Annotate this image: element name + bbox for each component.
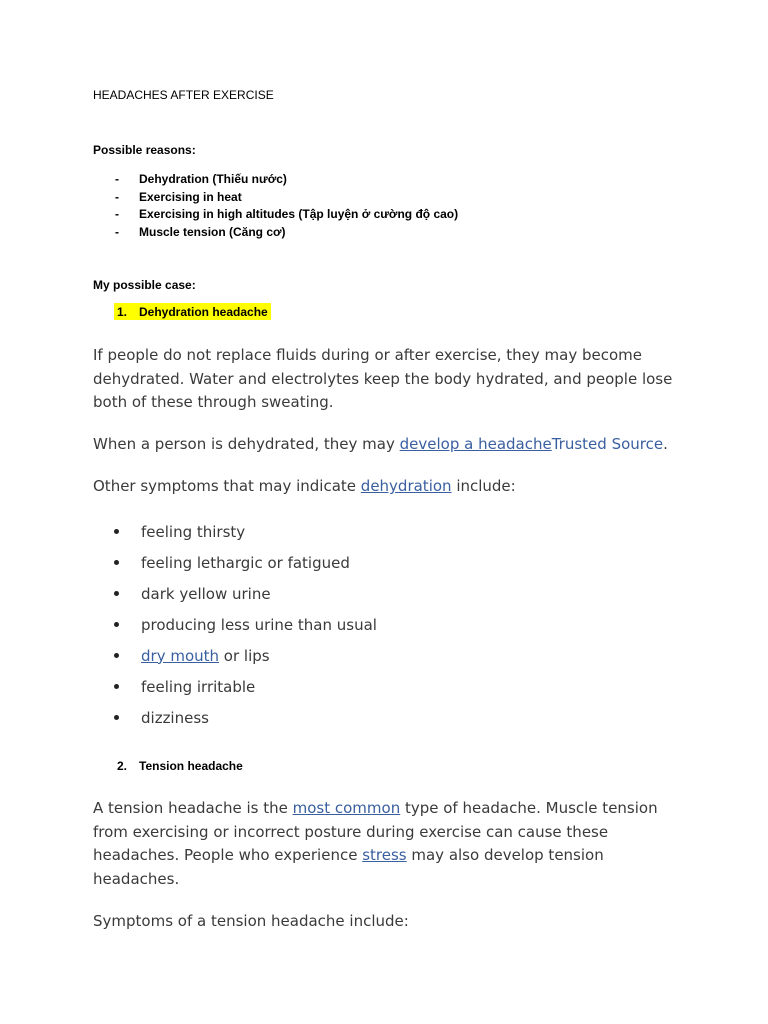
develop-headache-link[interactable]: develop a headache: [399, 435, 552, 453]
list-item: [112, 640, 377, 671]
case-item-1: [117, 305, 268, 319]
paragraph-dehydration: If people do not replace fluids during or after exercise, they may become dehydrated. Water and electrolytes keep the body hydrated, and people lose both of these through sweating.: [93, 346, 673, 411]
most-common-link[interactable]: most common: [292, 799, 401, 817]
case-heading: My possible case:: [93, 278, 196, 292]
bullet-icon: [114, 622, 119, 627]
list-item: [112, 578, 377, 609]
paragraph-other-symptoms: [93, 475, 693, 499]
dehydration-link[interactable]: dehydration: [360, 477, 452, 495]
paragraph-develop-headache: [93, 433, 693, 457]
reasons-list: [93, 170, 458, 241]
document-title: HEADACHES AFTER EXERCISE: [93, 88, 274, 102]
stress-link[interactable]: stress: [362, 846, 407, 864]
case-label: Tension headache: [139, 759, 243, 773]
symptom-text: dark yellow urine: [141, 584, 271, 603]
dash-marker: -: [115, 171, 119, 186]
list-number: 1.: [117, 305, 128, 319]
dash-marker: -: [115, 224, 119, 239]
paragraph-tension: [93, 797, 693, 891]
list-item: [112, 671, 377, 702]
symptom-text: feeling thirsty: [141, 522, 246, 541]
list-item: [112, 516, 377, 547]
symptom-text: feeling irritable: [141, 677, 256, 696]
case-item-2: [117, 759, 243, 773]
list-item: [112, 702, 377, 733]
list-number: 2.: [117, 759, 128, 773]
text-segment: .: [663, 435, 668, 453]
list-item: [112, 609, 377, 640]
symptom-text: producing less urine than usual: [141, 615, 377, 634]
symptoms-list: [112, 516, 377, 733]
text-segment: may also develop tension headaches.: [93, 846, 604, 888]
reason-text: Exercising in heat: [139, 189, 242, 204]
list-item: [93, 188, 458, 206]
list-item: [93, 170, 458, 188]
reason-text: Exercising in high altitudes (Tập luyện ở cường độ cao): [139, 207, 459, 222]
list-item: [112, 547, 377, 578]
bullet-icon: [114, 684, 119, 689]
case-label: Dehydration headache: [139, 305, 268, 319]
symptom-text: feeling lethargic or fatigued: [141, 553, 350, 572]
bullet-icon: [114, 653, 119, 658]
text-segment: type of headache. Muscle tension from exercising or incorrect posture during exercise can cause these headaches. People who experience: [93, 799, 658, 864]
bullet-icon: [114, 529, 119, 534]
symptom-text: or lips: [219, 646, 270, 665]
reason-text: Dehydration (Thiếu nước): [139, 171, 287, 186]
reasons-heading: Possible reasons:: [93, 143, 196, 157]
trusted-source-link[interactable]: Trusted Source: [551, 435, 664, 453]
text-segment: A tension headache is the: [93, 799, 293, 817]
list-item: [93, 205, 458, 223]
list-item: [93, 223, 458, 241]
bullet-icon: [114, 591, 119, 596]
dash-marker: -: [115, 207, 119, 222]
bullet-icon: [114, 715, 119, 720]
symptom-text: dizziness: [141, 708, 209, 727]
paragraph-tension-symptoms: Symptoms of a tension headache include:: [93, 912, 409, 930]
bullet-icon: [114, 560, 119, 565]
dash-marker: -: [115, 189, 119, 204]
text-segment: include:: [451, 477, 516, 495]
text-segment: When a person is dehydrated, they may: [93, 435, 400, 453]
reason-text: Muscle tension (Căng cơ): [139, 224, 286, 239]
text-segment: Other symptoms that may indicate: [93, 477, 361, 495]
dry-mouth-link[interactable]: dry mouth: [141, 646, 220, 665]
